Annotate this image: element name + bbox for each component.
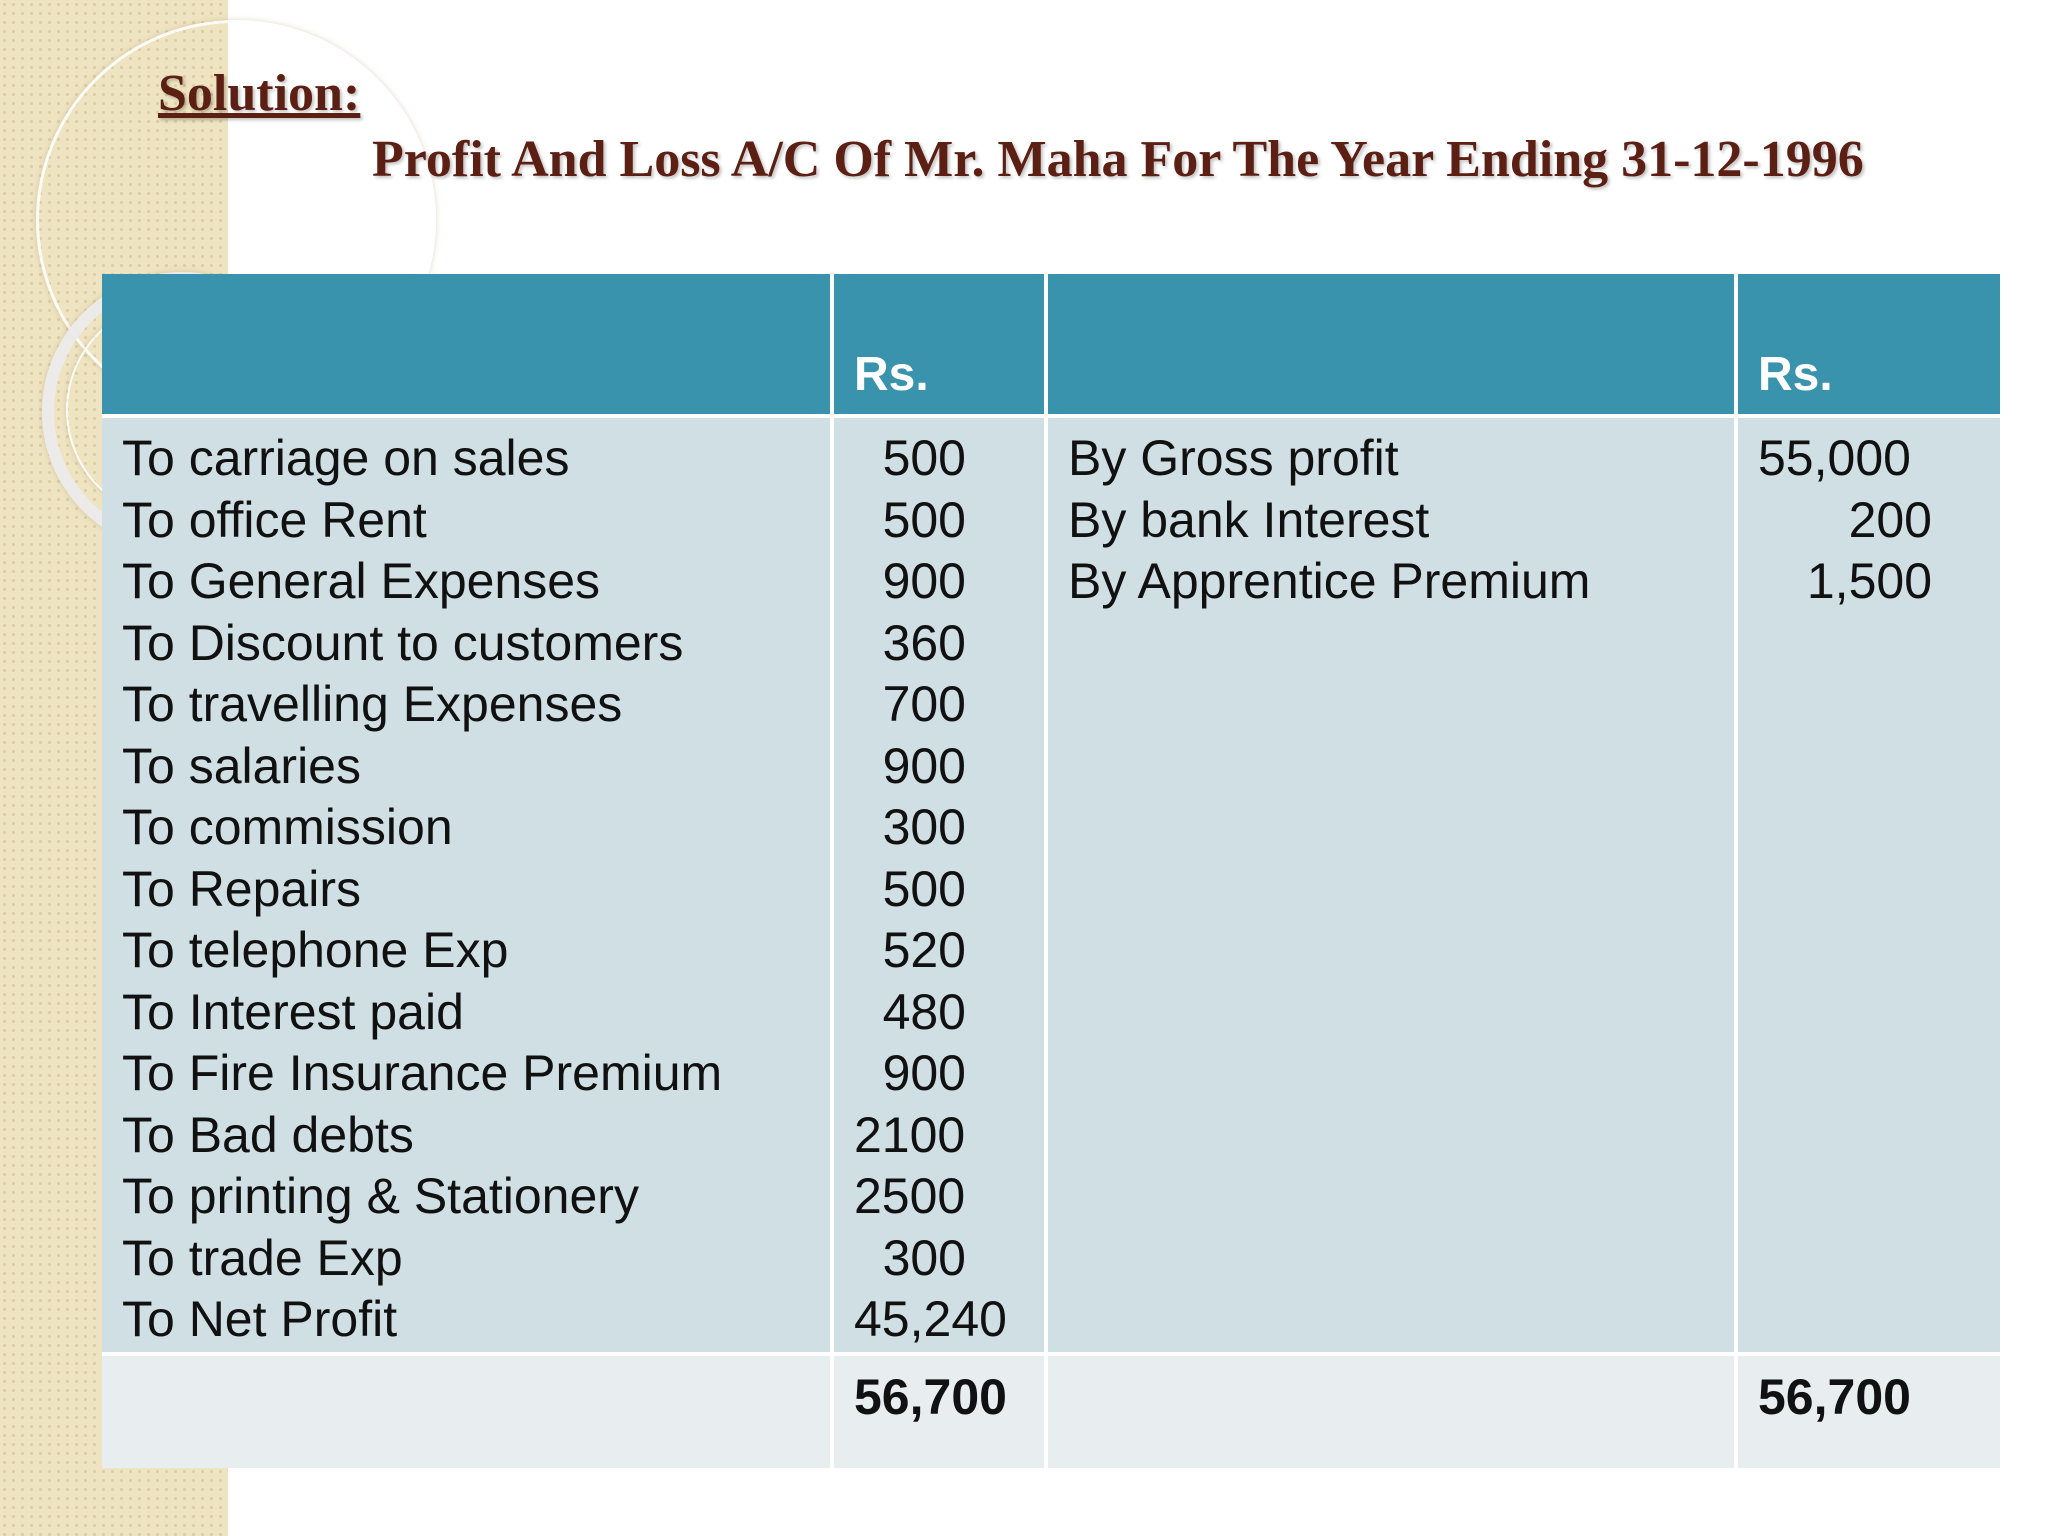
credit-entry-particular — [1068, 428, 1734, 490]
debit-entry-amount — [854, 490, 1044, 552]
debit-entry-amount-text: 2100 — [854, 1106, 966, 1163]
debit-entry-amount-text: 300 — [882, 1229, 966, 1286]
page-title: Profit And Loss A/C Of Mr. Maha For The Year Ending 31-12-1996 — [372, 131, 1864, 188]
debit-entry-particular — [122, 1043, 830, 1105]
debit-entry-particular — [122, 613, 830, 675]
debit-entry-particular — [122, 797, 830, 859]
debit-entry-amount — [854, 1166, 1044, 1228]
debit-entry-particular-text: To travelling Expenses — [122, 676, 623, 732]
debit-entry-amount-text: 500 — [882, 430, 966, 486]
debit-entry-particular — [122, 1289, 830, 1351]
credit-entry-amount-text: 55,000 — [1758, 430, 1911, 486]
debit-amounts-column — [834, 418, 1048, 1356]
debit-entry-amount-text: 480 — [882, 983, 966, 1040]
total-row-spacer — [1048, 1356, 1738, 1468]
credit-entry-amount — [1758, 428, 2000, 490]
credit-entry-amount — [1758, 551, 2000, 613]
debit-entry-amount — [854, 1228, 1044, 1290]
debit-entry-particular — [122, 859, 830, 921]
solution-label: Solution: — [158, 65, 361, 122]
total-row-spacer — [102, 1356, 834, 1468]
credit-entry-amount — [1758, 490, 2000, 552]
debit-entry-particular — [122, 1166, 830, 1228]
debit-entry-amount-text: 360 — [882, 614, 966, 671]
debit-entry-particular-text: To Net Profit — [122, 1291, 398, 1347]
debit-entry-amount-text: 900 — [882, 1045, 966, 1101]
credit-entry-particular-text: By bank Interest — [1068, 491, 1430, 548]
header-debit-particulars — [102, 274, 834, 418]
debit-entry-particular-text: To Discount to customers — [122, 614, 684, 671]
debit-entry-amount — [854, 428, 1044, 490]
debit-entry-amount — [854, 920, 1044, 982]
credit-amounts-column — [1738, 418, 2000, 1356]
debit-entry-amount — [854, 551, 1044, 613]
debit-entry-amount — [854, 674, 1044, 736]
debit-entry-particular-text: To telephone Exp — [122, 922, 509, 978]
debit-entry-particular-text: To salaries — [122, 737, 361, 794]
debit-entry-amount — [854, 1105, 1044, 1167]
debit-entry-amount — [854, 613, 1044, 675]
debit-entry-particular — [122, 736, 830, 798]
debit-entry-particular — [122, 674, 830, 736]
debit-entry-particular — [122, 982, 830, 1044]
profit-loss-table — [102, 274, 2000, 1468]
debit-entry-amount — [854, 982, 1044, 1044]
debit-entry-particular-text: To Bad debts — [122, 1106, 414, 1163]
credit-entry-amount-text: 200 — [1848, 491, 1932, 548]
debit-entry-particular-text: To General Expenses — [122, 553, 601, 609]
debit-entry-amount-text: 700 — [882, 676, 966, 732]
debit-entry-particular — [122, 920, 830, 982]
debit-entry-particular-text: To carriage on sales — [122, 430, 570, 486]
debit-entry-particular-text: To office Rent — [122, 491, 427, 548]
debit-total: 56,700 — [834, 1356, 1048, 1468]
debit-entry-particular-text: To printing & Stationery — [122, 1168, 639, 1224]
debit-entry-amount — [854, 1043, 1044, 1105]
debit-entry-particular — [122, 551, 830, 613]
debit-entry-particular — [122, 1105, 830, 1167]
debit-entry-amount — [854, 1289, 1044, 1351]
debit-entry-amount-text: 500 — [882, 491, 966, 548]
credit-entry-particular-text: By Apprentice Premium — [1068, 553, 1591, 609]
debit-entry-particular — [122, 1228, 830, 1290]
header-debit-amount: Rs. — [834, 274, 1048, 418]
debit-entry-particular-text: To trade Exp — [122, 1229, 403, 1286]
debit-entry-particular — [122, 490, 830, 552]
debit-entry-particular-text: To Interest paid — [122, 983, 464, 1040]
credit-entry-particular — [1068, 551, 1734, 613]
debit-entry-particular-text: To Fire Insurance Premium — [122, 1045, 723, 1101]
debit-particulars-column — [102, 418, 834, 1356]
credit-entry-amount-text: 1,500 — [1806, 553, 1932, 609]
header-credit-amount: Rs. — [1738, 274, 2000, 418]
debit-entry-amount-text: 900 — [882, 737, 966, 794]
debit-entry-amount-text: 520 — [882, 922, 966, 978]
credit-total: 56,700 — [1738, 1356, 2000, 1468]
debit-entry-amount-text: 2500 — [854, 1168, 966, 1224]
slide-heading — [158, 62, 1958, 194]
credit-entry-particular — [1068, 490, 1734, 552]
debit-entry-amount-text: 900 — [882, 553, 966, 609]
debit-entry-amount-text: 45,240 — [854, 1291, 1007, 1347]
debit-entry-amount-text: 500 — [882, 860, 966, 917]
debit-entry-amount-text: 300 — [882, 799, 966, 855]
debit-entry-amount — [854, 736, 1044, 798]
credit-entry-particular-text: By Gross profit — [1068, 430, 1399, 486]
debit-entry-amount — [854, 797, 1044, 859]
header-credit-particulars — [1048, 274, 1738, 418]
debit-entry-amount — [854, 859, 1044, 921]
debit-entry-particular-text: To Repairs — [122, 860, 361, 917]
credit-particulars-column — [1048, 418, 1738, 1356]
debit-entry-particular — [122, 428, 830, 490]
debit-entry-particular-text: To commission — [122, 799, 453, 855]
